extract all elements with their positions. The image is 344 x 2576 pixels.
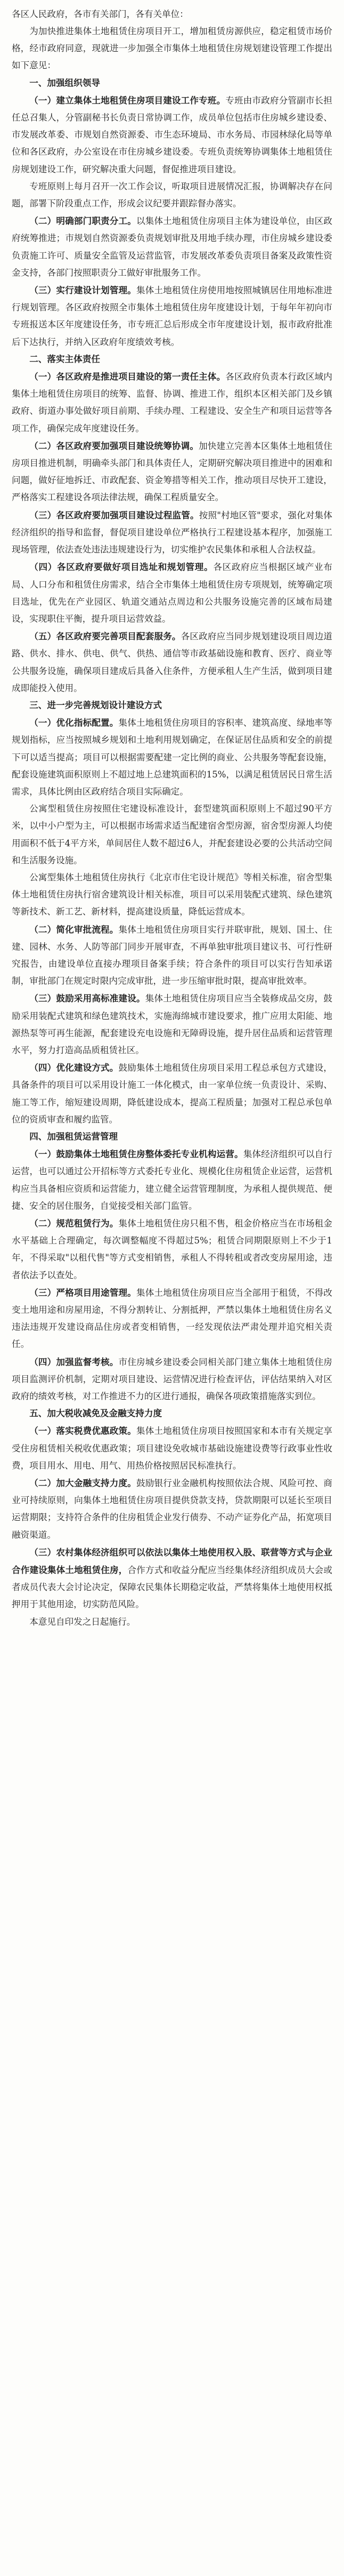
body-paragraph [12,714,332,800]
paragraph-heading: （二）明确部门职责分工。 [29,215,136,227]
paragraph-heading: （三）鼓励采用高标准建设。 [29,993,145,1004]
paragraph-text: 集体土地租赁住房使用地按照城镇居住用地标准进行规划管理。各区政府按照全市集体土地租赁住房年度建设计划，于每年年初向市专班报送本区年度建设任务，市专班汇总后形成全市年度建设计划，报市政府批准后下达执行，并纳入区政府年度绩效考核。 [12,285,333,347]
body-paragraph [12,921,332,990]
paragraph-text: 集体土地租赁住房项目的容积率、建筑高度、绿地率等规划指标，应当按照城乡规划和土地利用规划确定，在保证居住品质和安全的前提下可以适当提高；项目可以根据需要配建一定比例的商业、公共服务等配套设施，配套设施建筑面积原则上不超过地上总建筑面积的15%，以满足租赁居民日常生活需求，具体比例由区政府结合项目实际确定。 [12,718,333,797]
body-paragraph [12,1474,332,1544]
paragraph-heading: （五）各区政府要完善项目配套服务。 [29,631,181,642]
paragraph-text: 集体土地租赁住房只租不售，租金价格应当在市场租金水平基础上合理确定，每次调整幅度不得超过5%；租赁合同期限原则上不少于1年，不得采取"以租代售"等方式变相销售，承租人不得转租或者改变房屋用途，违者依法予以查处。 [12,1218,333,1280]
paragraph-text: 专班由市政府分管副市长担任总召集人，分管副秘书长负责日常协调工作，成员单位包括市住房城乡建设委、市发展改革委、市规划自然资源委、市生态环境局、市水务局、市园林绿化局等单位和各区政府，办公室设在市住房城乡建设委。专班负责统筹协调集体土地租赁住房规划建设工作，研究解决重大问题，督促推进项目建设。 [12,95,333,174]
paragraph-text: 公寓型租赁住房按照住宅建设标准设计，套型建筑面积原则上不超过90平方米，以中小户型为主，可以根据市场需求适当配建宿舍型房源，宿舍型房源人均使用面积不低于4平方米，单间居住人数不超过6人，并配套建设必要的公共活动空间和生活服务设施。 [12,804,332,865]
paragraph-heading: （二）各区政府要加强项目建设统筹协调。 [29,440,199,451]
intro-paragraph: 为加快推进集体土地租赁住房项目开工，增加租赁房源供应，稳定租赁市场价格，经市政府同意，现就进一步加强全市集体土地租赁住房规划建设管理工作提出如下意见： [12,26,332,71]
paragraph-text: 各区政府负责本行政区域内集体土地租赁住房项目的统筹、监督、协调、推进工作，组织本区相关部门及乡镇政府、街道办事处做好项目前期、手续办理、工程建设、安全生产和项目运营等各项工作，确保完成年度建设任务。 [12,372,333,434]
body-paragraph [12,1544,332,1614]
salutation: 各区人民政府，各市有关部门，各有关单位： [12,9,189,19]
section-title: 二、落实主体责任 [29,354,100,364]
paragraph-text: 鼓励银行业金融机构按照依法合规、风险可控、商业可持续原则，向集体土地租赁住房项目提供贷款支持，贷款期限可以延长至项目运营期限；支持符合条件的住房租赁企业发行债券、不动产证券化产品，拓宽项目融资渠道。 [12,1478,333,1540]
paragraph-text: 市住房城乡建设委会同相关部门建立集体土地租赁住房项目监测评价机制，定期对项目建设、运营情况进行检查评估，评估结果纳入对区政府的绩效考核，对工作推进不力的区进行通报，确保各项政策措施落实到位。 [12,1357,333,1402]
paragraph-heading: （三）各区政府要加强项目建设过程监管。 [29,509,199,520]
body-paragraph [12,1215,332,1284]
section-title: 一、加强组织领导 [29,77,100,88]
paragraph-text: 合作方式和收益分配应当经集体经济组织成员大会或者成员代表大会讨论决定，保障农民集体长期稳定收益，严禁将集体土地使用权抵押用于其他用途，切实防范风险。 [12,1565,332,1610]
paragraph-text: 集体土地租赁住房项目按照国家和本市有关规定享受住房租赁相关税收优惠政策；项目建设免收城市基础设施建设费等行政事业性收费，项目用水、用电、用气、用热价格按照居民标准执行。 [12,1426,333,1471]
paragraph-text: 按照"村地区管"要求，强化对集体经济组织的指导和监督，督促项目建设单位严格执行工程建设基本程序，加强施工现场管理，依法查处违法违规建设行为，切实维护农民集体和承租人合法权益。 [12,510,333,555]
body-paragraph [12,800,332,869]
paragraph-heading: （一）优化指标配置。 [29,717,119,728]
paragraph-heading: （四）各区政府要做好项目选址和规划管理。 [29,561,214,573]
body-paragraph [12,558,332,628]
body-paragraph [12,92,332,178]
paragraph-heading: （一）鼓励集体土地租赁住房整体委托专业机构运营。 [29,1149,243,1160]
body-paragraph [12,1353,332,1406]
paragraph-text: 鼓励集体土地租赁住房项目采用工程总承包方式建设，具备条件的项目可以采用设计施工一体化模式，由一家单位统一负责设计、采购、施工等工作，缩短建设周期，降低建设成本，提高工程质量；加强对工程总承包单位的资质审查和履约监管。 [12,1063,333,1125]
paragraph-text: 以集体土地租赁住房项目主体为建设单位，由区政府统筹推进；市规划自然资源委负责规划审批及用地手续办理，市住房城乡建设委负责施工许可、质量安全监管及运营监管，市发展改革委负责项目备案及政策性资金支持，各部门按照职责分工做好审批服务工作。 [12,216,333,278]
paragraph-heading: （一）落实税费优惠政策。 [29,1425,136,1437]
paragraph-heading: （二）简化审批流程。 [29,924,119,935]
paragraph-heading: （三）严格项目用途管理。 [29,1287,136,1298]
paragraph-text: 各区政府应当同步规划建设项目周边道路、供水、排水、供电、供气、供热、通信等市政基础设施和教育、医疗、商业等公共服务设施，确保项目建成后具备入住条件，方便承租人生产生活，做到项目建成即能投入使用。 [12,631,333,693]
paragraph-text: 加快建立完善本区集体土地租赁住房项目推进机制，明确牵头部门和具体责任人，定期研究解决项目推进中的困难和问题，做好征地拆迁、市政配套、资金筹措等相关工作，推动项目尽快开工建设，严格落实工程建设各项法律法规，确保工程质量安全。 [12,440,333,503]
body-paragraph [12,212,332,282]
paragraph-text: 集体土地租赁住房项目应当全装修成品交房，鼓励采用装配式建筑和绿色建筑技术，实施海绵城市建设要求，推广应用太阳能、地源热泵等可再生能源，配套建设充电设施和无障碍设施，提升居住品质和运营管理水平，努力打造高品质租赁社区。 [12,993,333,1055]
body-paragraph [12,282,332,351]
paragraph-text: 各区政府应当根据区域产业布局、人口分布和租赁住房需求，结合全市集体土地租赁住房专项规划，统筹确定项目选址，优先在产业园区、轨道交通站点周边和公共服务设施完善的区域布局建设，实现职住平衡，提升项目运营效益。 [12,562,333,624]
body-paragraph [12,1059,332,1128]
body-paragraph [12,437,332,507]
body-paragraph [12,1145,332,1215]
paragraph-heading: （三）实行建设计划管理。 [29,285,136,296]
paragraph-heading: （四）加强监督考核。 [29,1356,119,1367]
paragraph-heading: （四）优化建设方式。 [29,1062,119,1073]
paragraph-text: 公寓型集体土地租赁住房执行《北京市住宅设计规范》等相关标准，宿舍型集体土地租赁住房执行宿舍建筑设计相关标准，项目可以采用装配式建筑、绿色建筑等新技术、新工艺、新材料，提高建设质量，降低运营成本。 [12,872,332,917]
body-paragraph [12,178,332,212]
closing-line: 本意见自印发之日起施行。 [29,1616,136,1627]
body-paragraph [12,1284,332,1353]
paragraph-text: 集体土地租赁住房项目应当全部用于租赁，不得改变土地用途和房屋用途，不得分割转让、分割抵押，严禁以集体土地租赁住房名义违法违规开发建设商品住房或者变相销售，一经发现依法严肃处理并追究相关责任。 [12,1287,333,1350]
body-paragraph [12,507,332,559]
paragraph-heading: （一）建立集体土地租赁住房项目建设工作专班。 [29,94,226,106]
paragraph-heading: （三）农村集体经济组织可以依法以集体土地使用权入股、联营等方式与企业合作建设集体土地租赁住房， [12,1546,332,1576]
paragraph-text: 专班原则上每月召开一次工作会议，听取项目进展情况汇报，协调解决存在问题，部署下阶段重点工作，形成会议纪要并跟踪督办落实。 [12,181,332,209]
section-title: 三、进一步完善规划设计建设方式 [29,700,162,710]
body-paragraph [12,1422,332,1474]
section-title: 五、加大税收减免及金融支持力度 [29,1408,162,1419]
paragraph-heading: （二）规范租赁行为。 [29,1218,119,1229]
paragraph-text: 集体土地租赁住房项目实行并联审批，规划、国土、住建、园林、水务、人防等部门同步开展审查，不再单独审批项目建议书、可行性研究报告，由建设单位直接办理项目备案手续；符合条件的项目可以实行告知承诺制，审批部门在规定时限内完成审批，进一步压缩审批时限，提高审批效率。 [12,924,333,986]
body-paragraph [12,990,332,1059]
section-title: 四、加强租赁运营管理 [29,1131,118,1142]
body-paragraph [12,368,332,437]
paragraph-heading: （一）各区政府是推进项目建设的第一责任主体。 [29,371,226,382]
body-paragraph [12,869,332,921]
document-body [12,75,332,1614]
paragraph-heading: （二）加大金融支持力度。 [29,1478,136,1489]
paragraph-text: 集体经济组织可以自行运营，也可以通过公开招标等方式委托专业化、规模化住房租赁企业运营，运营机构应当具备相应资质和运营能力，建立健全运营管理制度，为承租人提供规范、便捷、安全的居住服务，自觉接受相关部门监管。 [12,1149,333,1211]
body-paragraph [12,628,332,697]
